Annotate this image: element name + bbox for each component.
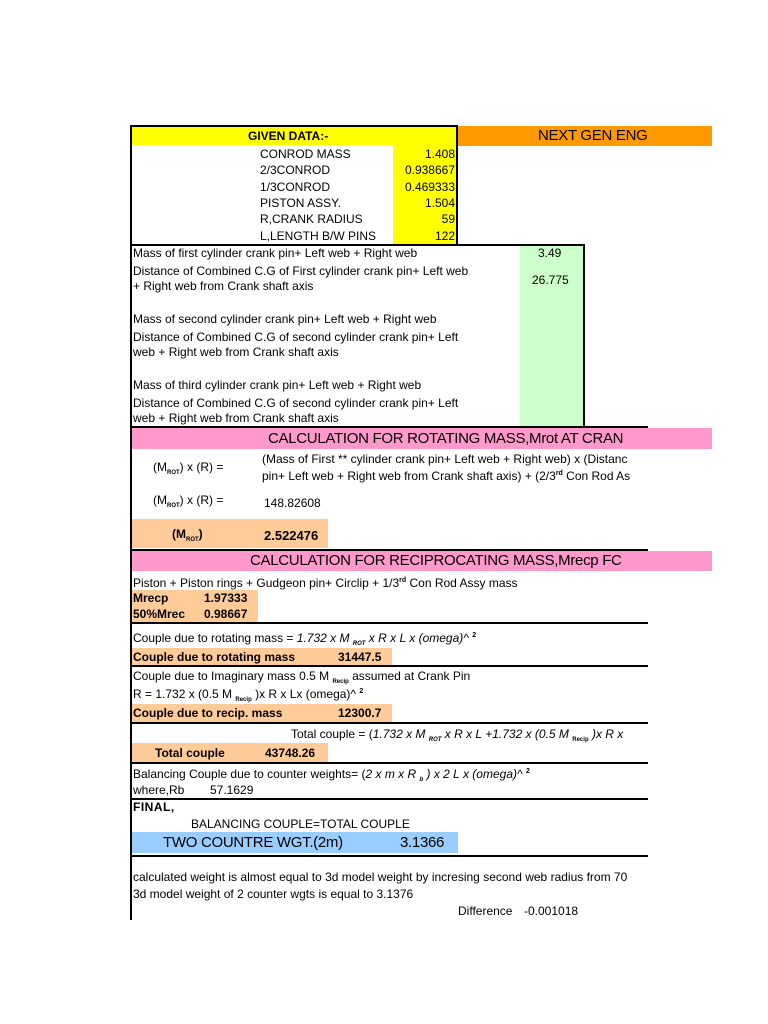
imag-a: Couple due to Imaginary mass 0.5 M (133, 669, 333, 683)
recip-couple-label: Couple due to recip. mass (133, 706, 283, 720)
given-value-piston-assy: 1.504 (424, 196, 455, 210)
mrot-label (172, 527, 203, 547)
rotating-lhs-1 (153, 460, 223, 480)
bal-subscript: b (419, 777, 424, 783)
rotating-formula-line2 (262, 467, 648, 483)
rotating-lhs-2 (153, 493, 223, 513)
given-label-conrod-mass: CONROD MASS (260, 147, 351, 161)
where-rb-label: where,Rb (133, 783, 185, 797)
m-symbol: (M (172, 527, 186, 541)
cyl2-distance-label-line2: web + Right web from Crank shaft axis (133, 345, 339, 359)
rot-subscript: ROT (186, 537, 199, 543)
recip-title: CALCULATION FOR RECIPROCATING MASS,Mrecp FC (250, 552, 622, 569)
formula-superscript: rd (555, 470, 563, 477)
cyl3-distance-label-line2: web + Right web from Crank shaft axis (133, 411, 339, 425)
rot-subscript: ROT (167, 503, 180, 509)
cylinder-bottom-border (130, 426, 648, 428)
recip-desc-sup: rd (399, 577, 407, 584)
total-couple-value: 43748.26 (265, 746, 316, 760)
rot-subscript: ROT (352, 641, 366, 647)
cyl2-mass-label: Mass of second cylinder crank pin+ Left web + Right web (133, 312, 437, 326)
final-label: FINAL, (133, 800, 175, 814)
where-bottom-border (130, 798, 648, 800)
given-label-length-pins: L,LENGTH B/W PINS (260, 229, 377, 243)
rot-subscript: ROT (428, 737, 442, 743)
bal-a: Balancing Couple due to counter weights= ( (133, 767, 366, 781)
final-bottom-border (130, 855, 648, 857)
imag2-a: R = 1.732 x (0.5 M (133, 687, 236, 701)
bal-b: 2 x m x R (365, 767, 420, 781)
imag2-b: )x R x Lx (omega)^ (251, 687, 360, 701)
mrot-close: ) (198, 527, 203, 541)
cyl2-distance-label-line1: Distance of Combined C.G of second cylinder crank pin+ Left (133, 330, 459, 344)
total-couple-bottom-border (130, 762, 648, 764)
half-mrec-label: 50%Mrec (133, 607, 186, 621)
two-counter-label: TWO COUNTRE WGT.(2m) (163, 834, 343, 851)
difference-label: Difference (458, 904, 513, 918)
total-formula-d: )x R x (588, 727, 624, 741)
rot-couple-label: Couple due to rotating mass (133, 650, 296, 664)
rot-subscript: ROT (167, 470, 180, 476)
formula-2b: Con Rod As (562, 469, 631, 483)
total-couple-formula (291, 727, 649, 747)
recip-subscript: Recip (572, 737, 589, 743)
note-calculated-weight: calculated weight is almost equal to 3d model weight by incresing second web radius from 70 (133, 870, 628, 884)
cyl1-distance-label-line2: + Right web from Crank shaft axis (133, 279, 314, 293)
rot-formula-sup: 2 (472, 632, 477, 639)
given-value-length-pins: 122 (434, 229, 455, 243)
rot-couple-bottom-border (130, 665, 648, 667)
cyl1-distance-value: 26.775 (532, 273, 569, 287)
rotating-bottom-border (130, 549, 648, 551)
cyl3-mass-label: Mass of third cylinder crank pin+ Left web + Right web (133, 378, 422, 392)
m-symbol: (M (153, 460, 167, 474)
where-rb-value: 57.1629 (210, 783, 254, 797)
cyl1-mass-label: Mass of first cylinder crank pin+ Left web + Right web (133, 246, 418, 260)
given-label-one-third-conrod: 1/3CONROD (260, 180, 331, 194)
xr-text: ) x (R) = (179, 493, 224, 507)
difference-value: -0.001018 (524, 904, 579, 918)
recip-description (133, 574, 518, 590)
recip-desc-b: Con Rod Assy mass (406, 576, 518, 590)
recip-subscript: Recip (235, 697, 252, 703)
recip-subscript: Recip (332, 679, 349, 685)
total-formula-a: Total couple = ( (291, 727, 373, 741)
rot-formula-a: Couple due to rotating mass = (133, 631, 297, 645)
given-value-one-third-conrod: 0.469333 (404, 180, 455, 194)
cylinder-right-border (583, 244, 585, 428)
given-label-two-thirds-conrod: 2/3CONROD (260, 163, 331, 177)
rotating-title: CALCULATION FOR ROTATING MASS,Mrot AT CRAN (268, 430, 624, 447)
total-formula-b: 1.732 x M (372, 727, 429, 741)
given-value-two-thirds-conrod: 0.938667 (404, 163, 455, 177)
two-counter-value: 3.1366 (400, 834, 445, 851)
next-gen-title: NEXT GEN ENG (538, 127, 648, 144)
bal-sup: 2 (525, 768, 530, 775)
given-title: GIVEN DATA:- (248, 129, 329, 143)
mrecp-value: 1.97333 (204, 591, 248, 605)
balancing-equals-total: BALANCING COUPLE=TOTAL COUPLE (191, 817, 410, 831)
cyl1-mass-value: 3.49 (538, 246, 562, 260)
rotating-formula-line1: (Mass of First ** cylinder crank pin+ Left web + Right web) x (Distanc (262, 452, 628, 466)
mrecp-label: Mrecp (133, 591, 169, 605)
xr-text: ) x (R) = (179, 460, 224, 474)
half-mrec-value: 0.98667 (204, 607, 248, 621)
recip-couple-bottom-border (130, 722, 648, 724)
recip-bottom-border (130, 622, 648, 624)
given-label-piston-assy: PISTON ASSY. (260, 196, 341, 210)
formula-2a: pin+ Left web + Right web from Crank shaft axis) + (2/3 (262, 469, 556, 483)
rot-couple-value: 31447.5 (338, 650, 382, 664)
rot-formula-b: 1.732 x M (296, 631, 353, 645)
m-symbol: (M (153, 493, 167, 507)
recip-couple-value: 12300.7 (338, 706, 382, 720)
rot-formula-c: x R x L x (omega)^ (365, 631, 473, 645)
total-couple-label: Total couple (155, 746, 225, 760)
note-3d-model-weight: 3d model weight of 2 counter wgts is equal to 3.1376 (133, 887, 414, 901)
cyl3-distance-label-line1: Distance of Combined C.G of second cylinder crank pin+ Left (133, 396, 459, 410)
given-value-crank-radius: 59 (441, 212, 455, 226)
given-right-border (456, 125, 458, 246)
rotating-mr-value: 148.82608 (264, 496, 321, 510)
given-label-crank-radius: R,CRANK RADIUS (260, 212, 363, 226)
recip-desc-a: Piston + Piston rings + Gudgeon pin+ Circlip + 1/3 (133, 576, 400, 590)
total-formula-c: x R x L +1.732 x (0.5 M (441, 727, 573, 741)
cyl1-distance-label-line1: Distance of Combined C.G of First cylinder crank pin+ Left web (133, 264, 469, 278)
imag-b: assumed at Crank Pin (348, 669, 471, 683)
given-value-conrod-mass: 1.408 (424, 147, 455, 161)
top-border (130, 125, 458, 127)
mrot-value: 2.522476 (264, 528, 319, 543)
imag2-sup: 2 (359, 688, 364, 695)
given-bottom-border (130, 244, 585, 246)
bal-c: ) x 2 L x (omega)^ (423, 767, 526, 781)
